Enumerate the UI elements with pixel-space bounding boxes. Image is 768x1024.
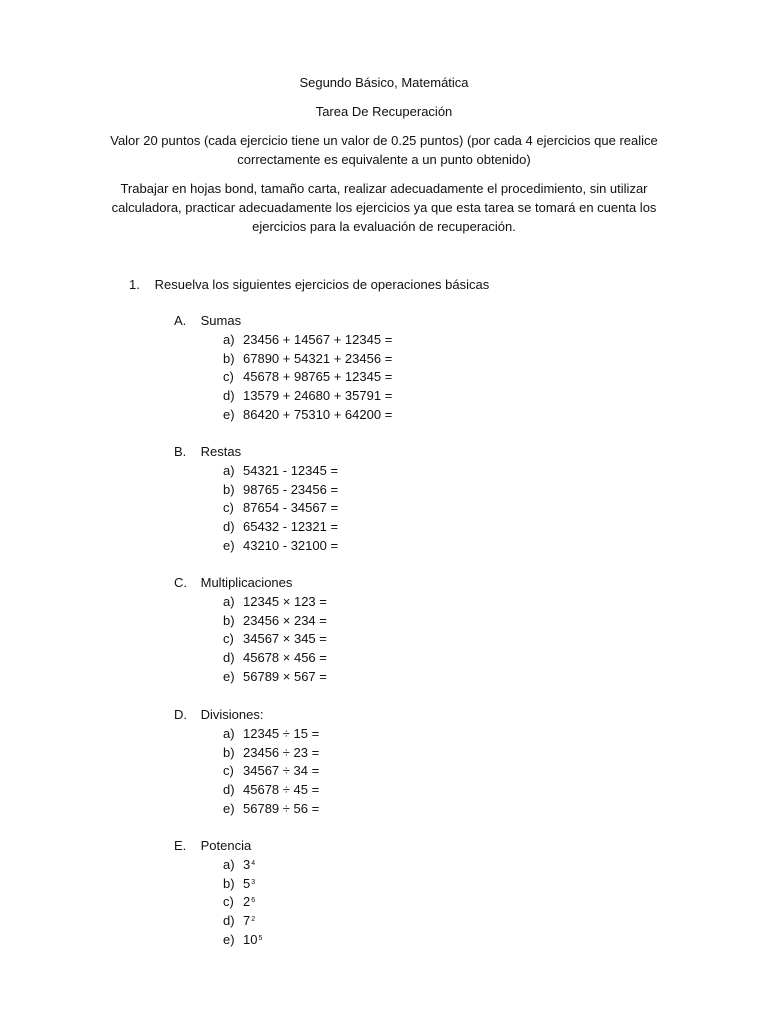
exercise-expression: 23456 ÷ 23 = (243, 744, 320, 760)
exercise-item (223, 537, 338, 556)
section-heading (174, 706, 319, 725)
exercise-label: b) (223, 481, 235, 497)
exercise-item (223, 875, 262, 894)
power-base: 5 (243, 875, 251, 891)
power-exponent: 6 (251, 897, 256, 905)
exercise-expression: 54321 - 12345 = (243, 462, 339, 478)
exercise-label: e) (223, 406, 235, 422)
exercise-expression: 56789 ÷ 56 = (243, 800, 320, 816)
exercise-item (223, 893, 262, 912)
exercise-label: e) (223, 668, 235, 684)
section-letter: D. (174, 707, 187, 722)
power-base: 10 (243, 931, 258, 947)
exercise-item (223, 630, 327, 649)
question-number: 1. (129, 277, 140, 292)
exercise-item (223, 368, 392, 387)
exercise-label: d) (223, 388, 235, 404)
exercise-label: e) (223, 800, 235, 816)
section-potencia (174, 837, 262, 950)
section-title: Potencia (200, 838, 252, 853)
exercise-label: c) (223, 894, 234, 910)
exercise-label: a) (223, 856, 235, 872)
exercise-expression: 23456 × 234 = (243, 612, 327, 628)
exercise-expression: 65432 - 12321 = (243, 519, 339, 535)
exercise-expression: 67890 + 54321 + 23456 = (243, 350, 393, 366)
document-title: Segundo Básico, Matemática (299, 75, 469, 90)
section-title: Restas (200, 444, 242, 459)
power-exponent: 2 (251, 916, 256, 924)
exercise-item (223, 481, 338, 500)
exercise-item (223, 912, 262, 931)
exercise-expression: 13579 + 24680 + 35791 = (243, 388, 393, 404)
document-subtitle: Tarea De Recuperación (315, 104, 453, 119)
section-multiplicaciones (174, 574, 327, 687)
exercise-item (223, 800, 319, 819)
exercise-item (223, 593, 327, 612)
section-sumas (174, 312, 392, 425)
exercise-item (223, 649, 327, 668)
exercise-expression: 34567 × 345 = (243, 631, 327, 647)
exercise-item (223, 499, 338, 518)
exercise-label: e) (223, 931, 235, 947)
exercise-item (223, 387, 392, 406)
exercise-label: b) (223, 744, 235, 760)
exercise-label: b) (223, 875, 235, 891)
exercise-expression: 86420 + 75310 + 64200 = (243, 406, 393, 422)
exercise-expression: 12345 × 123 = (243, 593, 327, 609)
section-heading (174, 837, 262, 856)
section-restas (174, 443, 338, 556)
exercise-label: d) (223, 913, 235, 929)
exercise-label: c) (223, 631, 234, 647)
exercise-item (223, 931, 262, 950)
exercise-item (223, 518, 338, 537)
exercise-label: a) (223, 331, 235, 347)
exercise-expression: 43210 - 32100 = (243, 537, 339, 553)
exercise-expression: 45678 ÷ 45 = (243, 782, 320, 798)
exercise-expression: 45678 × 456 = (243, 650, 327, 666)
exercise-expression: 45678 + 98765 + 12345 = (243, 369, 393, 385)
power-base: 2 (243, 894, 251, 910)
exercise-item (223, 744, 319, 763)
instructions-paragraph: Trabajar en hojas bond, tamaño carta, realizar adecuadamente el procedimiento, sin utilizar calculadora, practicar adecuadamente los ejercicios ya que esta tarea se tomará en cuenta los ejercicios para la evaluación de recuperación. (111, 181, 657, 234)
question-text: Resuelva los siguientes ejercicios de operaciones básicas (154, 277, 490, 292)
exercise-item (223, 350, 392, 369)
exercise-list (223, 593, 327, 687)
section-letter: A. (174, 313, 187, 328)
exercise-item (223, 762, 319, 781)
exercise-expression: 23456 + 14567 + 12345 = (243, 331, 393, 347)
exercise-label: c) (223, 500, 234, 516)
value-statement: Valor 20 puntos (cada ejercicio tiene un valor de 0.25 puntos) (por cada 4 ejercicios que realice correctamente es equivalente a un punto obtenido) (110, 133, 658, 167)
exercise-expression: 87654 - 34567 = (243, 500, 339, 516)
exercise-item (223, 331, 392, 350)
section-heading (174, 443, 338, 462)
section-letter: C. (174, 575, 187, 590)
exercise-item (223, 668, 327, 687)
exercise-item (223, 725, 319, 744)
exercise-label: d) (223, 519, 235, 535)
section-title: Divisiones: (200, 707, 264, 722)
exercise-label: c) (223, 763, 234, 779)
exercise-item (223, 781, 319, 800)
exercise-list (223, 856, 262, 950)
section-heading (174, 312, 392, 331)
exercise-item (223, 856, 262, 875)
exercise-expression: 34567 ÷ 34 = (243, 763, 320, 779)
exercise-label: d) (223, 650, 235, 666)
exercise-label: c) (223, 369, 234, 385)
exercise-item (223, 612, 327, 631)
power-exponent: 4 (251, 859, 256, 867)
question-1 (129, 275, 489, 294)
section-letter: B. (174, 444, 187, 459)
power-base: 7 (243, 913, 251, 929)
exercise-list (223, 462, 338, 556)
power-exponent: 3 (251, 878, 256, 886)
section-divisiones (174, 706, 319, 819)
exercise-item (223, 462, 338, 481)
section-letter: E. (174, 838, 187, 853)
section-title: Sumas (200, 313, 242, 328)
exercise-list (223, 331, 392, 425)
exercise-expression: 56789 × 567 = (243, 668, 327, 684)
exercise-label: d) (223, 782, 235, 798)
exercise-expression: 12345 ÷ 15 = (243, 725, 320, 741)
power-exponent: 5 (258, 934, 263, 942)
exercise-list (223, 725, 319, 819)
power-base: 3 (243, 856, 251, 872)
exercise-label: b) (223, 350, 235, 366)
exercise-expression: 98765 - 23456 = (243, 481, 339, 497)
exercise-label: a) (223, 593, 235, 609)
exercise-item (223, 406, 392, 425)
section-title: Multiplicaciones (200, 575, 293, 590)
exercise-label: e) (223, 537, 235, 553)
exercise-label: a) (223, 462, 235, 478)
exercise-label: b) (223, 612, 235, 628)
section-heading (174, 574, 327, 593)
exercise-label: a) (223, 725, 235, 741)
